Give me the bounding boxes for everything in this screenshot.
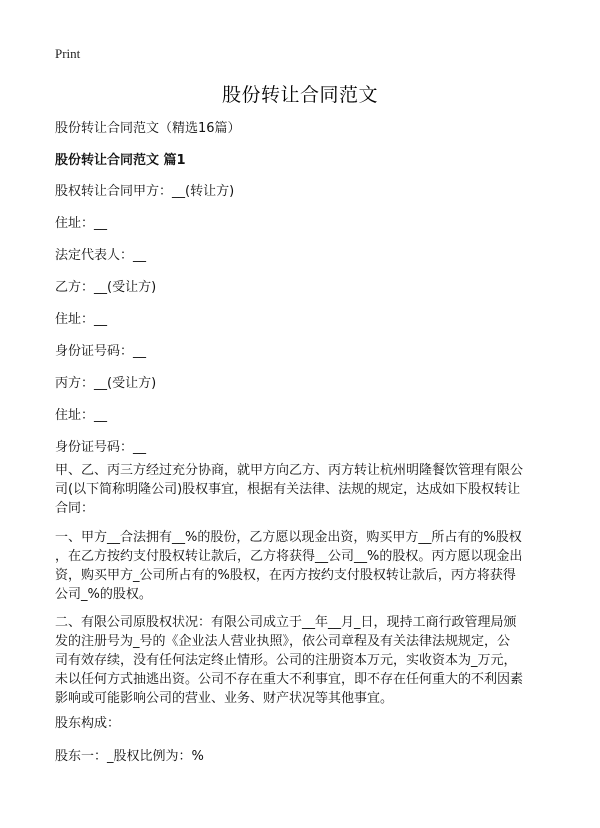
paragraph-line: 一、甲方__合法拥有__%的股份，乙方愿以现金出资，购买甲方__所占有的%股权	[55, 530, 522, 545]
paragraph-line: 司有效存续，没有任何法定终止情形。公司的注册资本万元，实收资本为_万元，	[55, 653, 517, 668]
shareholders-heading: 股东构成：	[55, 716, 121, 731]
section-heading: 股份转让合同范文 篇1	[55, 153, 186, 168]
field-address-a: 住址：__	[55, 216, 108, 231]
document-subtitle: 股份转让合同范文（精选16篇）	[55, 121, 241, 136]
paragraph-line: 公司_%的股权。	[55, 587, 152, 602]
paragraph-line: 影响或可能影响公司的营业、业务、财产状况等其他事宜。	[55, 691, 394, 706]
paragraph-line: 甲、乙、丙三方经过充分协商，就甲方向乙方、丙方转让杭州明隆餐饮管理有限公	[55, 463, 524, 478]
paragraph-line: ，在乙方按约支付股权转让款后，乙方将获得__公司__%的股权。丙方愿以现金出	[55, 549, 523, 564]
paragraph-clause-one	[55, 528, 549, 604]
print-label: Print	[55, 46, 81, 61]
shareholder-one-line: 股东一：_股权比例为：%	[55, 749, 204, 764]
paragraph-line: 二、有限公司原股权状况：有限公司成立于__年__月_日，现持工商行政管理局颁	[55, 615, 517, 630]
paragraph-line: 资，购买甲方_公司所占有的%股权，在丙方按约支付股权转让款后，丙方将获得	[55, 568, 516, 583]
field-party-c: 丙方：__(受让方)	[55, 376, 157, 391]
field-legal-representative: 法定代表人：__	[55, 248, 147, 263]
paragraph-line: 发的注册号为_号的《企业法人营业执照》，依公司章程及有关法律法规规定，公	[55, 634, 511, 649]
paragraph-line: 司(以下简称明隆公司)股权事宜，根据有关法律、法规的规定，达成如下股权转让	[55, 482, 521, 497]
paragraph-agreement-intro	[55, 461, 549, 518]
field-party-b: 乙方：__(受让方)	[55, 280, 157, 295]
paragraph-line: 未以任何方式抽逃出资。公司不存在重大不利事宜，即不存在任何重大的不利因素	[55, 672, 524, 687]
field-party-a: 股权转让合同甲方：__(转让方)	[55, 184, 235, 199]
page-title: 股份转让合同范文	[221, 84, 378, 106]
field-id-number-c: 身份证号码：__	[55, 440, 147, 455]
field-id-number-b: 身份证号码：__	[55, 344, 147, 359]
paragraph-line: 合同：	[55, 501, 95, 516]
field-address-b: 住址：__	[55, 312, 108, 327]
field-address-c: 住址：__	[55, 408, 108, 423]
paragraph-clause-two	[55, 613, 549, 708]
